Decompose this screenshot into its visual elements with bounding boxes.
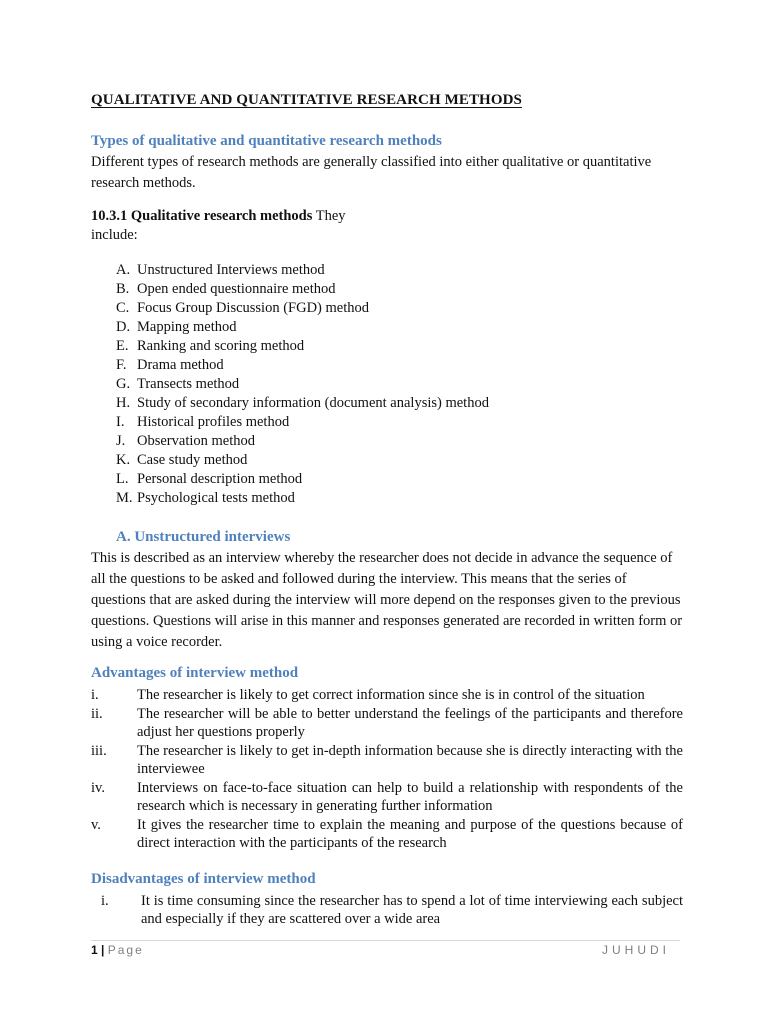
subsection-heading-line2: include: xyxy=(91,227,138,243)
section-heading-unstructured: A. Unstructured interviews xyxy=(116,529,291,545)
footer-page-indicator xyxy=(91,943,144,957)
section-paragraph-types: Different types of research methods are generally classified into either qualitative or quantitative research methods. xyxy=(91,154,652,191)
section-heading-types: Types of qualitative and quantitative research methods xyxy=(91,133,442,149)
list-item: E. Ranking and scoring method xyxy=(116,338,305,354)
list-item: L. Personal description method xyxy=(116,471,303,487)
list-item: iv. Interviews on face-to-face situation can help to build a relationship with respondents of the research which is necessary in generating further information xyxy=(91,780,683,814)
subsection-heading-qualitative xyxy=(91,207,346,245)
list-item: A. Unstructured Interviews method xyxy=(116,262,325,278)
methods-list xyxy=(91,261,489,508)
list-item: J. Observation method xyxy=(116,433,255,449)
section-heading-disadvantages: Disadvantages of interview method xyxy=(91,871,316,887)
list-item: B. Open ended questionnaire method xyxy=(116,281,336,297)
document-title: QUALITATIVE AND QUANTITATIVE RESEARCH METHODS xyxy=(91,92,522,108)
disadvantages-list xyxy=(91,892,683,929)
list-item: i. It is time consuming since the researcher has to spend a lot of time interviewing each subject and especially if they are scattered over a wide area xyxy=(101,893,683,927)
list-item: I. Historical profiles method xyxy=(116,414,290,430)
page-number: 1 xyxy=(91,943,98,957)
section-paragraph-unstructured: This is described as an interview whereby the researcher does not decide in advance the sequence of all the questions to be asked and followed during the interview. This means that the series of questions that are asked during the interview will more depend on the responses given to the previous questions. Questions will arise in this manner and responses generated are recorded in written form or using a voice recorder. xyxy=(91,550,683,650)
subsection-heading-bold: 10.3.1 Qualitative research methods xyxy=(91,208,313,224)
list-item: v. It gives the researcher time to explain the meaning and purpose of the questions because of direct interaction with the participants of the research xyxy=(91,817,683,851)
page-label: Page xyxy=(107,943,144,957)
list-item: iii. The researcher is likely to get in-depth information because she is directly interacting with the interviewee xyxy=(91,743,683,777)
page-separator: | xyxy=(101,943,105,957)
list-item: H. Study of secondary information (document analysis) method xyxy=(116,395,489,411)
footer-organization: JUHUDI xyxy=(602,943,670,957)
section-heading-advantages: Advantages of interview method xyxy=(91,665,299,681)
list-item: G. Transects method xyxy=(116,376,240,392)
list-item: M. Psychological tests method xyxy=(116,490,295,506)
list-item: ii. The researcher will be able to better understand the feelings of the participants and therefore adjust her questions properly xyxy=(91,706,683,740)
list-item: i. The researcher is likely to get correct information since she is in control of the situation xyxy=(91,687,645,703)
subsection-heading-rest: They xyxy=(312,208,346,224)
list-item: D. Mapping method xyxy=(116,319,237,335)
list-item: K. Case study method xyxy=(116,452,248,468)
advantages-list xyxy=(91,686,683,853)
list-item: C. Focus Group Discussion (FGD) method xyxy=(116,300,369,316)
footer-divider xyxy=(91,940,680,941)
list-item: F. Drama method xyxy=(116,357,224,373)
